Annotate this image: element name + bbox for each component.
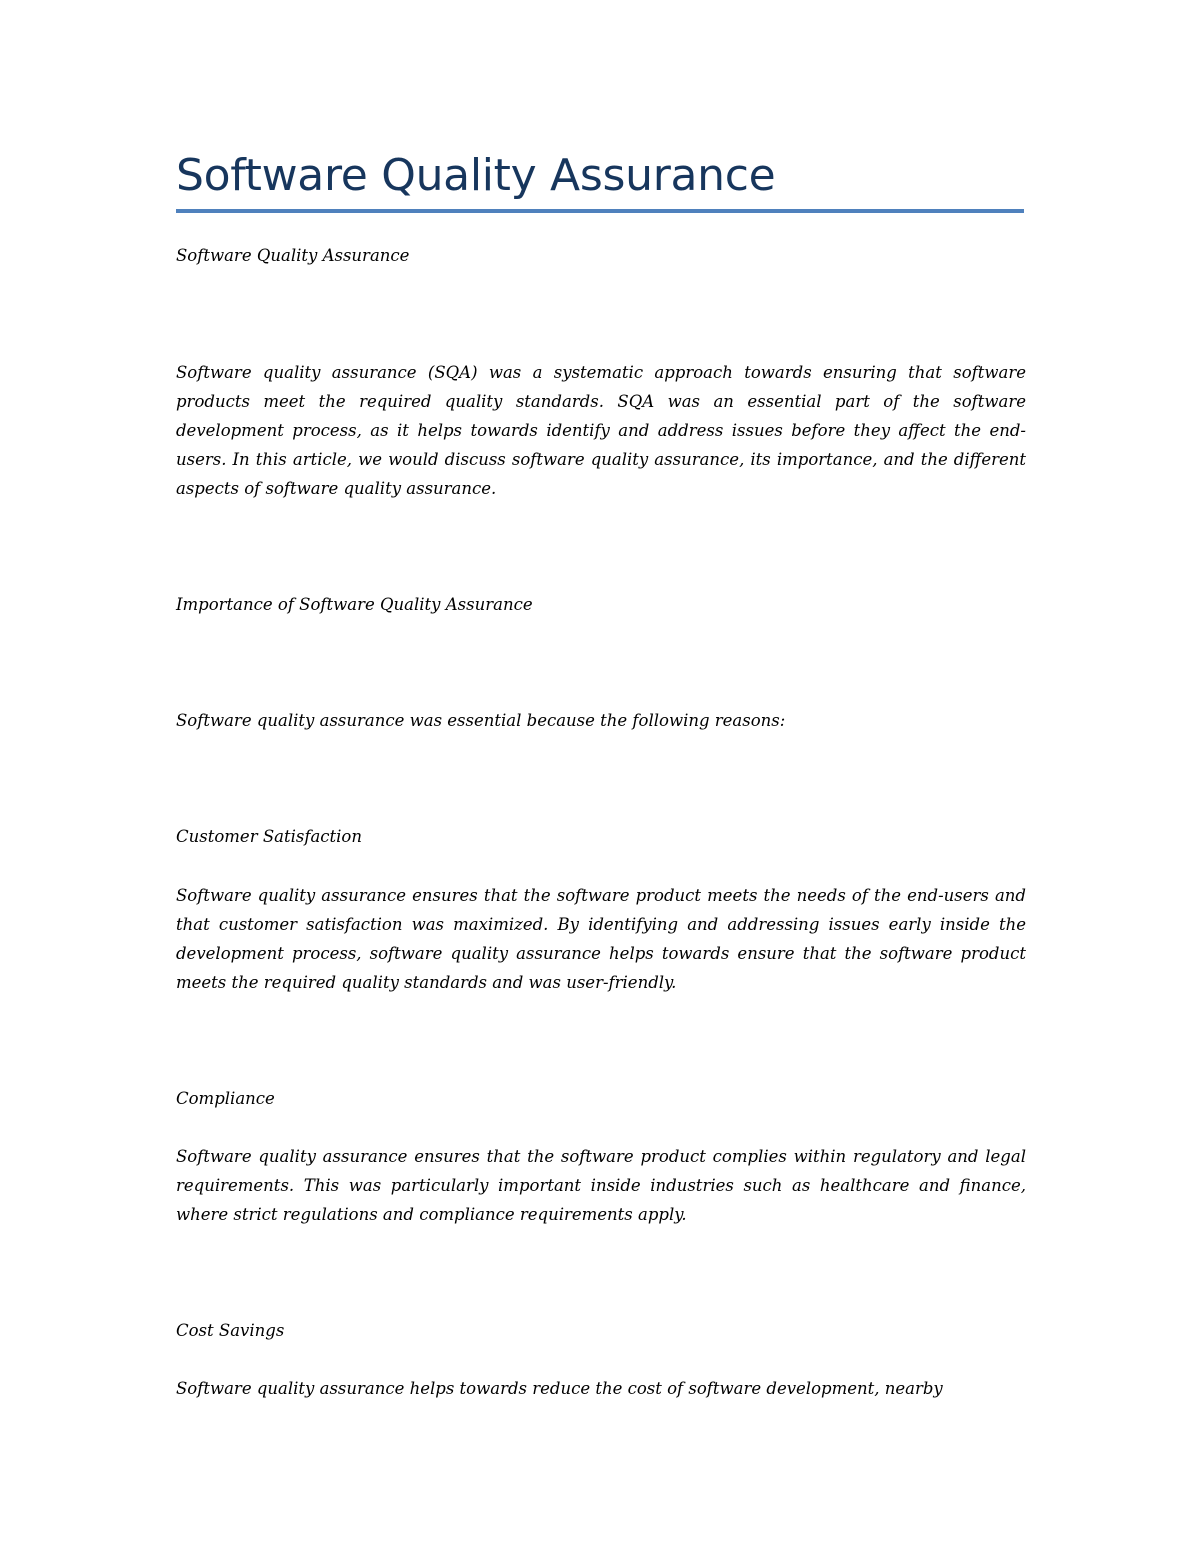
section-heading-cost-savings: Cost Savings — [176, 1321, 285, 1340]
section-body-cost-savings: Software quality assurance helps towards reduce the cost of software development, nearby — [176, 1379, 943, 1398]
title-underline — [176, 209, 1024, 213]
intro-paragraph: Software quality assurance (SQA) was a systematic approach towards ensuring that software products meet the required quality standards. SQA was an essential part of the software development process, as it helps towards identify and address issues before they affect the end-users. In this article, we would discuss software quality assurance, its importance, and the different aspects of software quality assurance. — [176, 363, 1026, 498]
subtitle: Software Quality Assurance — [176, 246, 410, 265]
reasons-intro: Software quality assurance was essential because the following reasons: — [176, 711, 786, 730]
section-heading-compliance: Compliance — [176, 1089, 275, 1108]
section-body-compliance: Software quality assurance ensures that the software product complies within regulatory and legal requirements. This was particularly important inside industries such as healthcare and finance, where strict regulations and compliance requirements apply. — [176, 1147, 1026, 1224]
section-heading-customer-satisfaction: Customer Satisfaction — [176, 827, 362, 846]
section-heading-importance: Importance of Software Quality Assurance — [176, 595, 533, 614]
document-title: Software Quality Assurance — [176, 150, 776, 201]
section-body-customer-satisfaction: Software quality assurance ensures that the software product meets the needs of the end-users and that customer satisfaction was maximized. By identifying and addressing issues early inside the development process, software quality assurance helps towards ensure that the software product meets the required quality standards and was user-friendly. — [176, 886, 1026, 992]
